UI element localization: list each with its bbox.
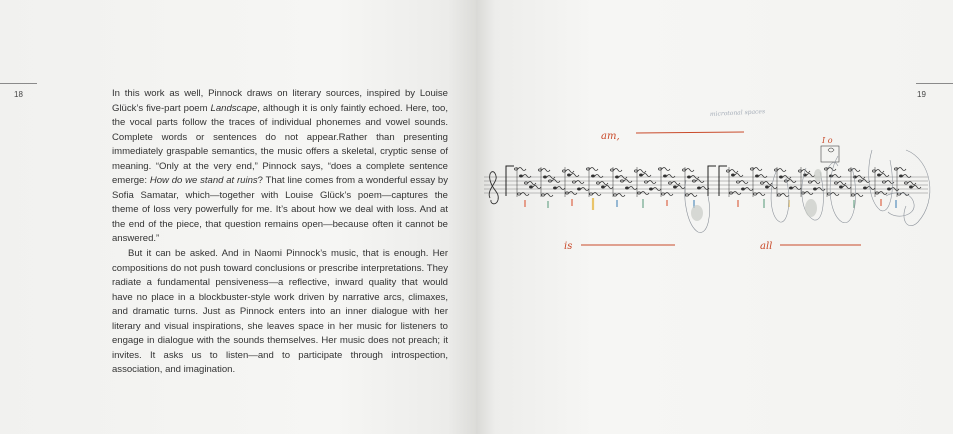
score-word-all: all xyxy=(760,241,773,252)
left-page xyxy=(0,0,476,434)
text-run: In this work as well, Pinnock draws on literary sources, inspired by Louise Glück’s five-part poem xyxy=(112,88,448,114)
staff xyxy=(484,177,928,193)
note-cluster xyxy=(514,167,541,197)
folio-rule-left xyxy=(0,83,37,84)
text-run: ? That line comes from a wonderful essay by Sofia Samatar, which—together with Louise Glück’s poem—captures the theme of loss very powerfully for me. It’s about how we deal with loss. And at the end of the piece, that question remains open—because often it cannot be answered.” xyxy=(112,175,448,245)
colored-marks xyxy=(525,198,896,210)
graphic-score xyxy=(476,0,953,434)
note-cluster xyxy=(586,167,613,197)
treble-clef xyxy=(489,172,498,204)
paragraph-2: But it can be asked. And in Naomi Pinnock’s music, that is enough. Her compositions do not push toward conclusions or prescribe interpretations. They radiate a fundamental pensiveness—a reflective, inward quality that would have no place in a blockbuster-style work driven by narrative arcs, climaxes, and dramatic turns. Just as Pinnock enters into an inner dialogue with her literary and visual inspirations, she leaves space in her music for listeners to engage in dialogue with the sounds themselves. Her music does not preach; it invites. It asks us to listen—and to participate through introspection, association, and imagination. xyxy=(112,248,448,376)
note-cluster xyxy=(750,167,777,197)
body-text xyxy=(112,87,448,378)
right-page xyxy=(476,0,953,434)
score-word-io: I o xyxy=(822,136,833,145)
note-cluster xyxy=(634,167,661,197)
italic-title: Landscape xyxy=(210,102,258,114)
note-cluster xyxy=(824,167,851,197)
score-word-is: is xyxy=(564,241,573,252)
page-number-left: 18 xyxy=(14,90,23,99)
note-cluster xyxy=(610,167,637,197)
paragraph-1 xyxy=(112,87,448,247)
page-number-right: 19 xyxy=(917,90,926,99)
boxed-glyph xyxy=(828,148,834,152)
note-cluster xyxy=(774,167,801,197)
italic-title: How do we stand at ruins xyxy=(149,175,258,187)
note-cluster xyxy=(538,167,565,197)
note-cluster xyxy=(726,167,753,197)
score-word-am: am, xyxy=(601,131,620,142)
text-run: , although it is only faintly echoed. Here, too, the vocal parts follow the traces of individual phonemes and vowel sounds. Complete words or sentences do not appear.Rather than presenting immediately graspable semantics, the music offers a skeletal, cryptic sense of meaning. “Only at the very end,” Pinnock says, “does a complete sentence emerge: xyxy=(112,102,448,187)
note-clusters xyxy=(514,167,921,197)
note-cluster xyxy=(682,167,709,197)
note-cluster xyxy=(872,167,899,197)
note-cluster xyxy=(562,167,589,197)
pencil-annotation: microtonal spaces xyxy=(709,108,766,118)
red-line-top xyxy=(636,132,744,133)
note-cluster xyxy=(658,167,685,197)
